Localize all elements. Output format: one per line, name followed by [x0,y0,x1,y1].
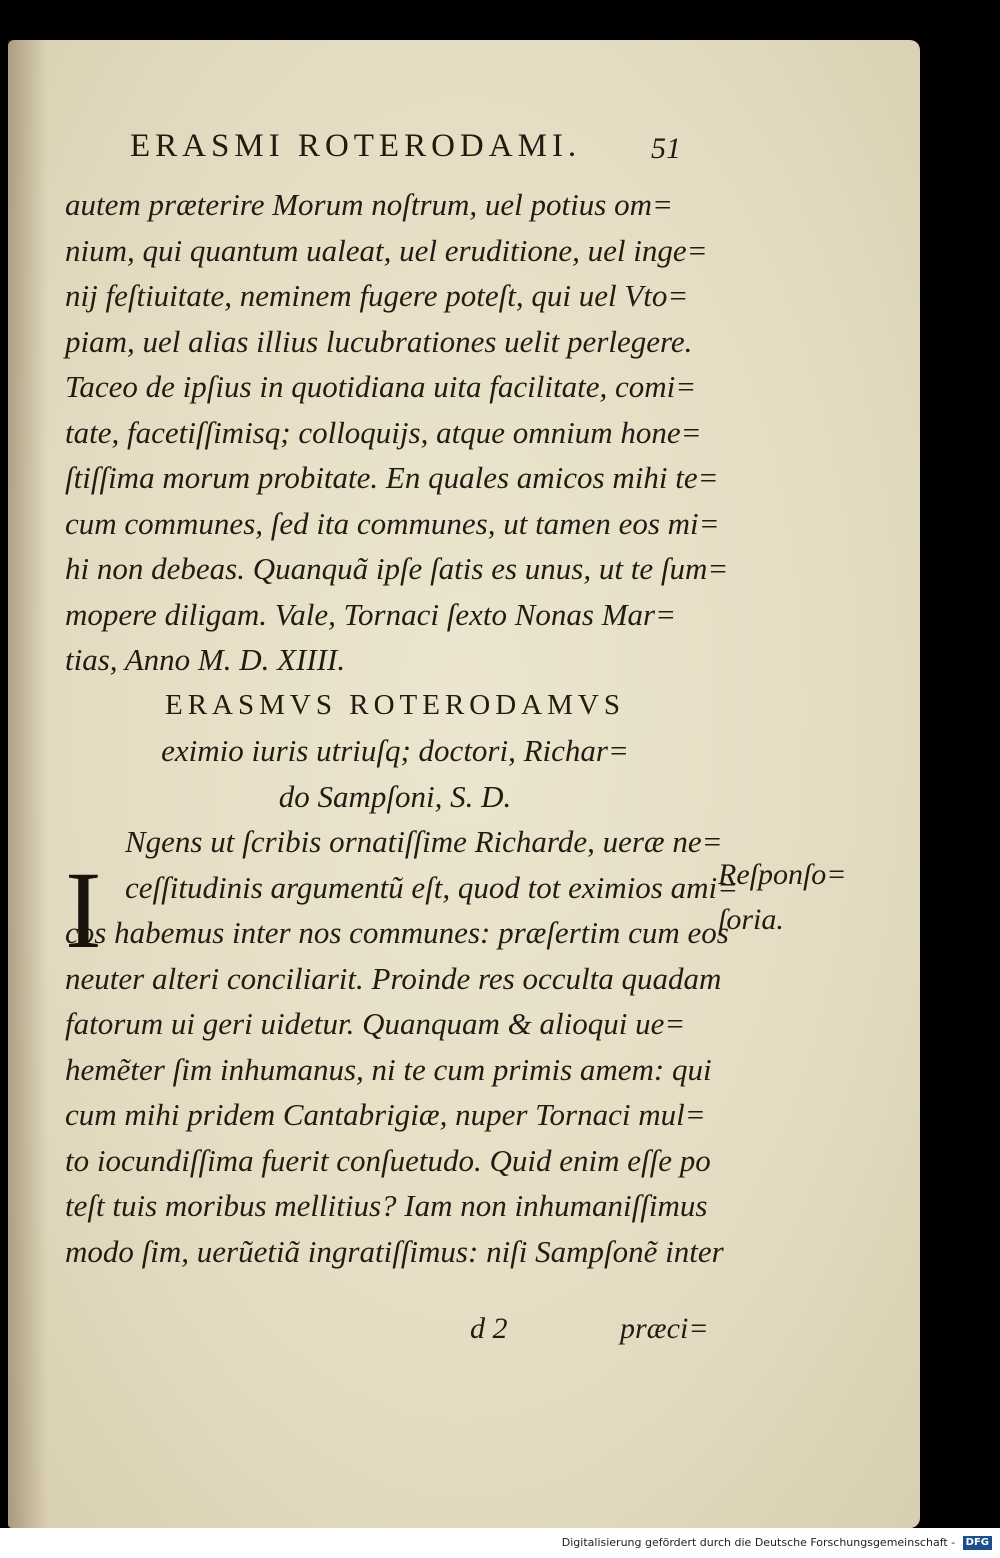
text-line: nium, qui quantum ualeat, uel eruditione, uel inge= [65,232,708,268]
footer-credit: Digitalisierung gefördert durch die Deutsche Forschungsgemeinschaft - [561,1536,956,1549]
text-line: cum mihi pridem Cantabrigiæ, nuper Tornaci mul= [65,1097,706,1132]
footer-bar [0,1528,1000,1558]
running-head: ERASMI ROTERODAMI. [130,128,582,164]
marginal-note-line: Reſponſo= [718,858,847,891]
letter-heading: ERASMVS ROTERODAMVS [165,688,625,721]
book-page [8,40,920,1528]
text-line: Ngens ut ſcribis ornatiſſime Richarde, ueræ ne= [125,824,723,859]
text-line: Taceo de ipſius in quotidiana uita facilitate, comi= [65,369,697,404]
text-line: hemẽter ſim inhumanus, ni te cum primis amem: qui [65,1051,712,1087]
text-line: tate, facetiſſimisq; colloquijs, atque omnium hone= [65,414,702,450]
text-line: teſt tuis moribus mellitius? Iam non inhumaniſſimus [65,1188,708,1223]
text-line: nij feſtiuitate, neminem fugere poteſt, qui uel Vto= [65,278,689,313]
letter-heading-addressee: do Sampſoni, S. D. [278,778,512,814]
text-line: tias, Anno M. D. XIIII. [65,642,346,677]
text-line: modo ſim, uerũetiã ingratiſſimus: niſi Sampſonẽ inter [65,1233,724,1269]
page-number: 51 [651,132,681,165]
text-line: to iocundiſſima fuerit conſuetudo. Quid enim eſſe po [65,1142,711,1178]
signature-mark: d 2 [470,1312,508,1345]
text-line: mopere diligam. Vale, Tornaci ſexto Nonas Mar= [65,596,677,632]
drop-capital: I [65,849,102,971]
text-line: fatorum ui geri uidetur. Quanquam & alioqui ue= [65,1006,686,1041]
marginal-note [718,852,847,942]
text-line: ceſſitudinis argumentũ eſt, quod tot eximios ami= [125,869,739,905]
text-line: piam, uel alias illius lucubrationes uelit perlegere. [65,323,693,359]
text-line: cos habemus inter nos communes: præſertim cum eos [65,915,729,950]
text-line: ſtiſſima morum probitate. En quales amicos mihi te= [65,460,719,495]
letter-heading-addressee: eximio iuris utriuſq; doctori, Richar= [161,733,629,768]
text-line: hi non debeas. Quanquã ipſe ſatis es unus, ut te ſum= [65,551,729,586]
dfg-logo[interactable]: DFG [963,1536,992,1550]
text-block [65,182,739,1274]
marginal-note-line: ſoria. [718,903,784,936]
text-line: autem præterire Morum noſtrum, uel potius om= [65,187,673,222]
catchword: præci= [620,1312,709,1345]
text-line: cum communes, ſed ita communes, ut tamen eos mi= [65,505,720,541]
text-line: neuter alteri conciliarit. Proinde res occulta quadam [65,960,722,996]
